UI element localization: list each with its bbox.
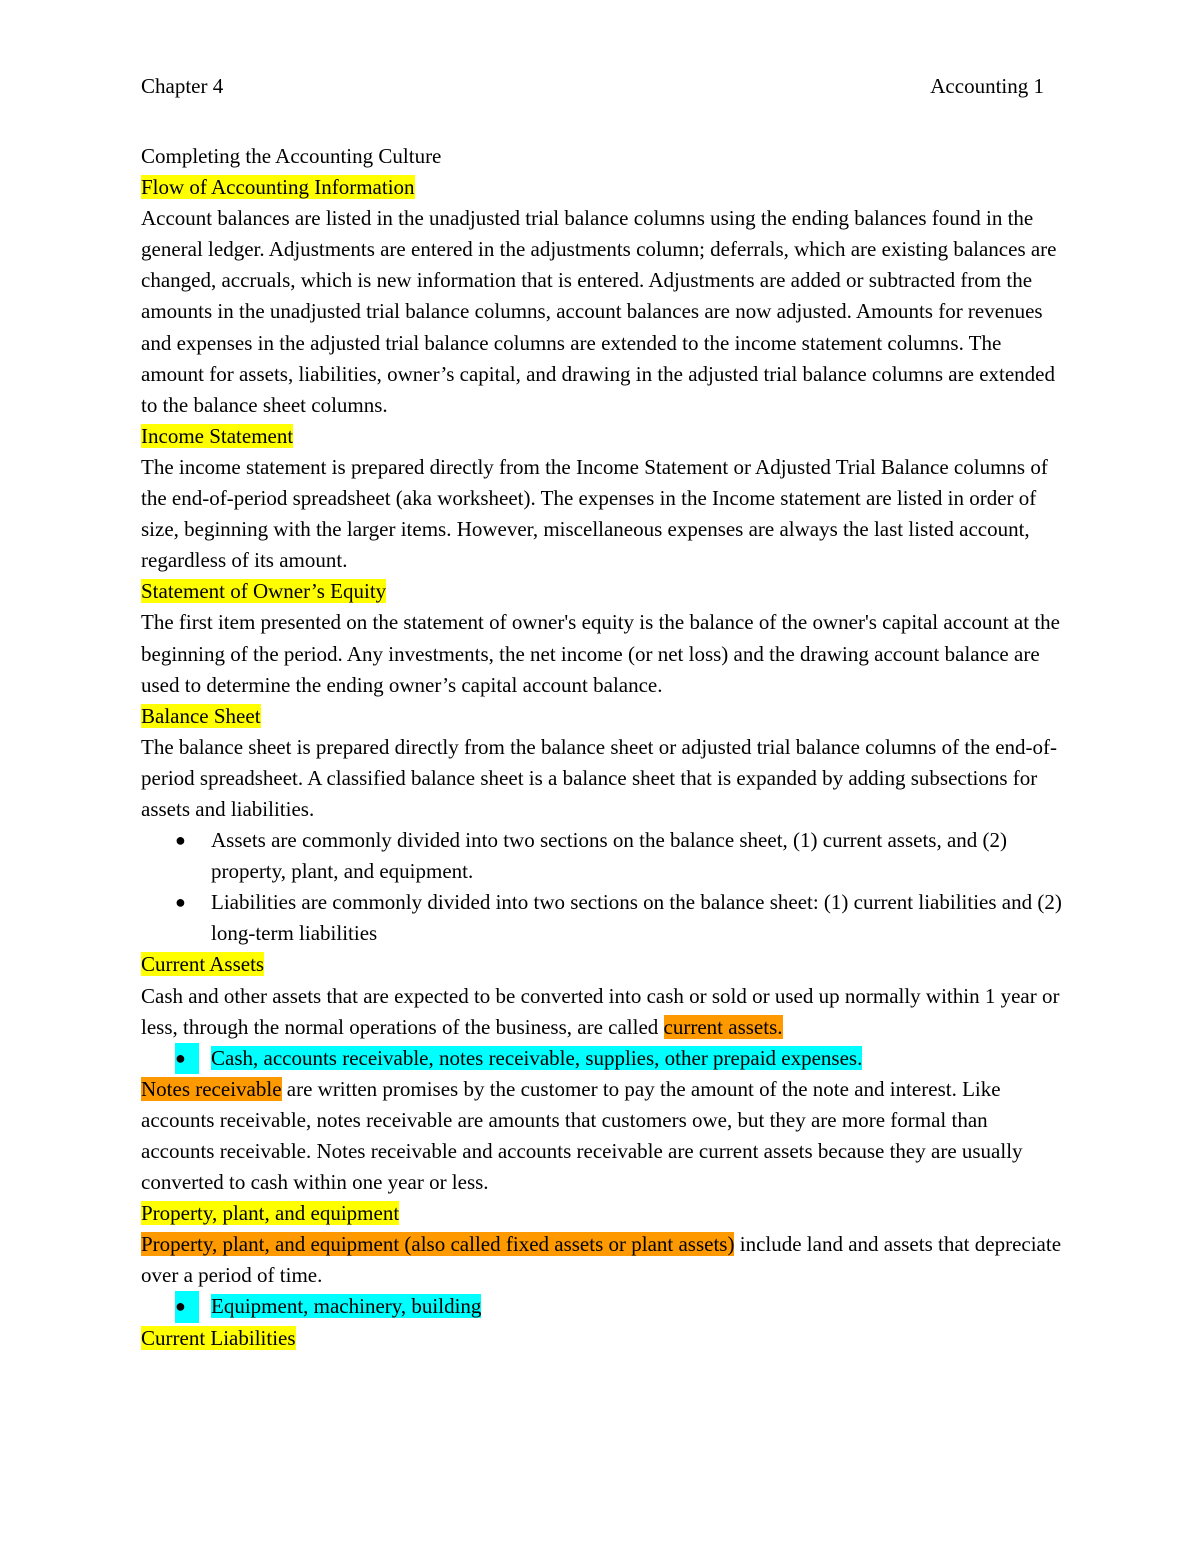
balance-sheet-bullet-list (141, 825, 1066, 949)
ppe-bullet-list (141, 1291, 1066, 1322)
list-item (175, 887, 1066, 949)
bullet-icon: ● (175, 830, 186, 851)
heading-flow-text: Flow of Accounting Information (141, 175, 415, 200)
heading-income-statement (141, 421, 1066, 452)
heading-ppe (141, 1198, 1066, 1229)
heading-owners-equity-text: Statement of Owner’s Equity (141, 579, 387, 604)
current-assets-term: current assets. (663, 1014, 783, 1039)
bullet-icon: ● (175, 892, 186, 913)
header-chapter: Chapter 4 (141, 74, 224, 98)
paragraph-ppe (141, 1229, 1066, 1291)
document-title: Completing the Accounting Culture (141, 144, 442, 168)
bullet-icon: ● (175, 1291, 199, 1322)
paragraph-owners-equity: The first item presented on the statement of owner's equity is the balance of the owner's capital account at the beginning of the period. Any investments, the net income (or net loss) and the drawing account balance are used to determine the ending owner’s capital account balance. (141, 610, 1060, 697)
list-item-text: Cash, accounts receivable, notes receivable, supplies, other prepaid expenses. (211, 1045, 863, 1070)
paragraph-notes-receivable (141, 1074, 1066, 1198)
ppe-term: Property, plant, and equipment (also called fixed assets or plant assets) (141, 1232, 735, 1257)
heading-income-statement-text: Income Statement (141, 423, 294, 448)
current-assets-text: Cash and other assets that are expected to be converted into cash or sold or used up normally within 1 year or less, through the normal operations of the business, are called (141, 983, 1060, 1039)
list-item (175, 1043, 1066, 1074)
heading-balance-sheet (141, 701, 1066, 732)
heading-current-liabilities-text: Current Liabilities (141, 1325, 296, 1350)
bullet-icon: ● (175, 1043, 199, 1074)
current-assets-bullet-list (141, 1043, 1066, 1074)
paragraph-balance-sheet: The balance sheet is prepared directly from the balance sheet or adjusted trial balance columns of the end-of-period spreadsheet. A classified balance sheet is a balance sheet that is expanded by adding subsections for assets and liabilities. (141, 734, 1058, 821)
heading-current-assets-text: Current Assets (141, 952, 265, 977)
header-course: Accounting 1 (930, 74, 1044, 98)
list-item (175, 1291, 1066, 1322)
heading-current-liabilities (141, 1323, 1066, 1354)
notes-receivable-text: are written promises by the customer to pay the amount of the note and interest. Like accounts receivable, notes receivable are amounts that customers owe, but they are more formal than accounts receivable. Notes receivable and accounts receivable are current assets because they are usually converted to cash within one year or less. (141, 1076, 1023, 1195)
list-item-text: Equipment, machinery, building (211, 1294, 482, 1319)
notes-receivable-term: Notes receivable (141, 1076, 282, 1101)
paragraph-flow: Account balances are listed in the unadjusted trial balance columns using the ending balances found in the general ledger. Adjustments are entered in the adjustments column; deferrals, which are existing balances are changed, accruals, which is new information that is entered. Adjustments are added or subtracted from the amounts in the unadjusted trial balance columns, account balances are now adjusted. Amounts for revenues and expenses in the adjusted trial balance columns are extended to the income statement columns. The amount for assets, liabilities, owner’s capital, and drawing in the adjusted trial balance columns are extended to the balance sheet columns. (141, 206, 1057, 417)
list-item-text: Liabilities are commonly divided into two sections on the balance sheet: (1) current liabilities and (2) long-term liabilities (211, 890, 1062, 946)
heading-current-assets (141, 949, 1066, 980)
heading-flow (141, 172, 1066, 203)
document-body (141, 141, 1066, 1354)
paragraph-current-assets (141, 981, 1066, 1043)
list-item-text: Assets are commonly divided into two sections on the balance sheet, (1) current assets, and (2) property, plant, and equipment. (211, 828, 1008, 884)
heading-owners-equity (141, 576, 1066, 607)
list-item (175, 825, 1066, 887)
heading-balance-sheet-text: Balance Sheet (141, 703, 261, 728)
heading-ppe-text: Property, plant, and equipment (141, 1201, 400, 1226)
paragraph-income-statement: The income statement is prepared directly from the Income Statement or Adjusted Trial Balance columns of the end-of-period spreadsheet (aka worksheet). The expenses in the Income statement are listed in order of size, beginning with the larger items. However, miscellaneous expenses are always the last listed account, regardless of its amount. (141, 454, 1048, 573)
ppe-text: include land and assets that depreciate over a period of time. (141, 1232, 1062, 1288)
